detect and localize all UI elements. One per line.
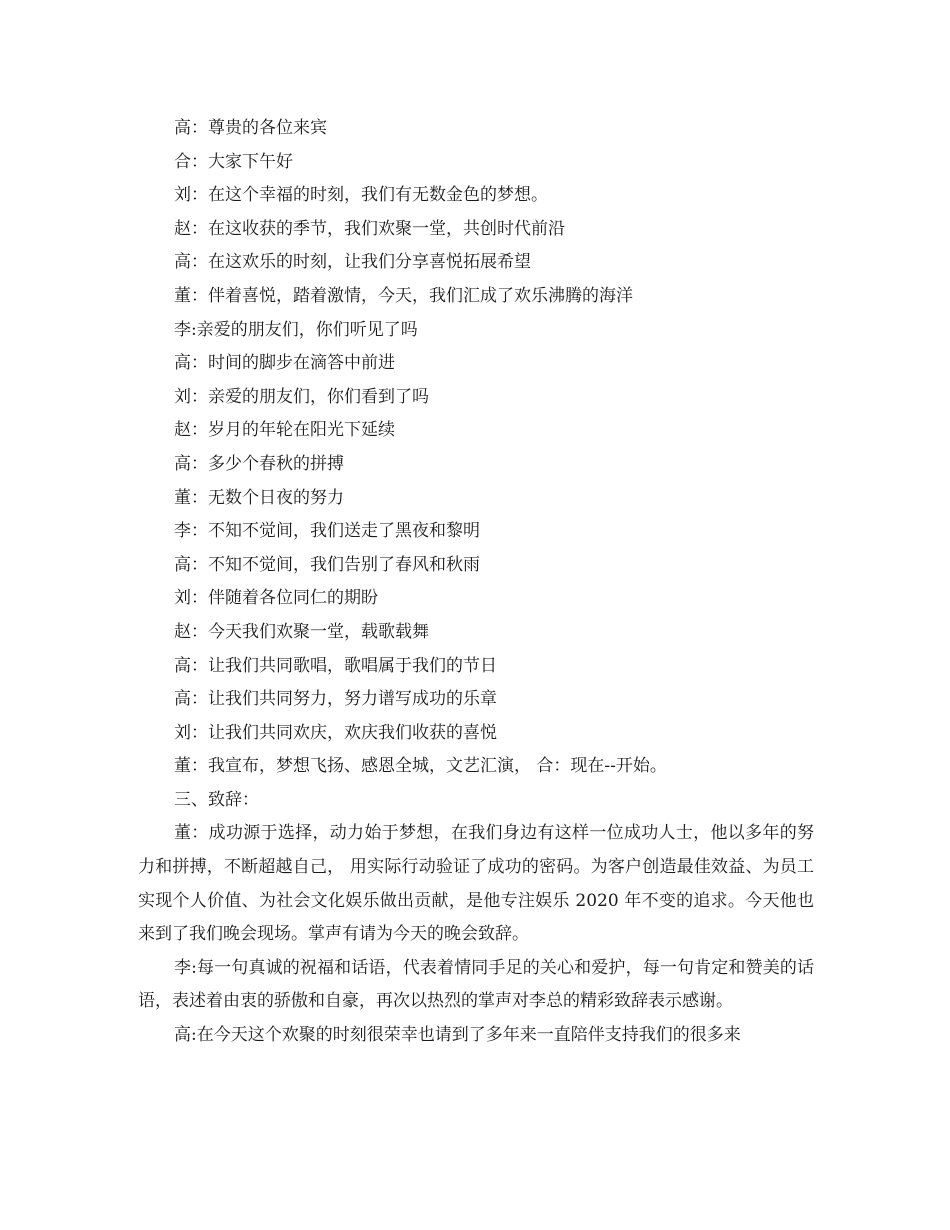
script-line: 高：时间的脚步在滴答中前进 — [174, 353, 395, 374]
script-line: 合：大家下午好 — [174, 151, 293, 172]
script-line: 董：伴着喜悦，踏着激情，今天，我们汇成了欢乐沸腾的海洋 — [174, 285, 633, 306]
script-line: 高：不知不觉间，我们告别了春风和秋雨 — [174, 554, 480, 575]
script-line: 赵：今天我们欢聚一堂，载歌载舞 — [174, 621, 429, 642]
script-line: 刘：在这个幸福的时刻，我们有无数金色的梦想。 — [174, 185, 548, 206]
script-line: 高：让我们共同歌唱，歌唱属于我们的节日 — [174, 655, 497, 676]
speech-paragraph: 高:在今天这个欢聚的时刻很荣幸也请到了多年来一直陪伴支持我们的很多来 — [174, 1025, 741, 1046]
script-line: 赵：在这收获的季节，我们欢聚一堂，共创时代前沿 — [174, 218, 565, 239]
script-line: 李:亲爱的朋友们，你们听见了吗 — [174, 319, 418, 340]
section-heading: 三、致辞： — [174, 789, 259, 810]
script-line: 董：无数个日夜的努力 — [174, 487, 344, 508]
script-line: 李：不知不觉间，我们送走了黑夜和黎明 — [174, 521, 480, 542]
script-line: 赵：岁月的年轮在阳光下延续 — [174, 420, 395, 441]
script-line: 刘：亲爱的朋友们，你们看到了吗 — [174, 386, 429, 407]
script-line: 高：多少个春秋的拼搏 — [174, 453, 344, 474]
script-line: 高：在这欢乐的时刻，让我们分享喜悦拓展希望 — [174, 252, 531, 273]
document-body — [138, 112, 814, 1053]
speech-paragraph: 李:每一句真诚的祝福和话语，代表着情同手足的关心和爱护，每一句肯定和赞美的话语，表述着由衷的骄傲和自豪，再次以热烈的掌声对李总的精彩致辞表示感谢。 — [138, 957, 814, 1012]
script-line: 刘：伴随着各位同仁的期盼 — [174, 588, 378, 609]
script-line: 高：让我们共同努力，努力谱写成功的乐章 — [174, 689, 497, 710]
speech-paragraph: 董：成功源于选择，动力始于梦想，在我们身边有这样一位成功人士，他以多年的努力和拼搏，不断超越自己， 用实际行动验证了成功的密码。为客户创造最佳效益、为员工实现个人价值、为社会文化娱乐做出贡献，是他专注娱乐 2020 年不变的追求。今天他也来到了我们晚会现场。掌声有请为今天的晚会致辞。 — [138, 823, 814, 945]
script-line: 高：尊贵的各位来宾 — [174, 118, 327, 138]
script-line: 董：我宣布，梦想飞扬、感恩全城，文艺汇演， 合：现在--开始。 — [174, 756, 667, 777]
script-line: 刘：让我们共同欢庆，欢庆我们收获的喜悦 — [174, 722, 497, 743]
